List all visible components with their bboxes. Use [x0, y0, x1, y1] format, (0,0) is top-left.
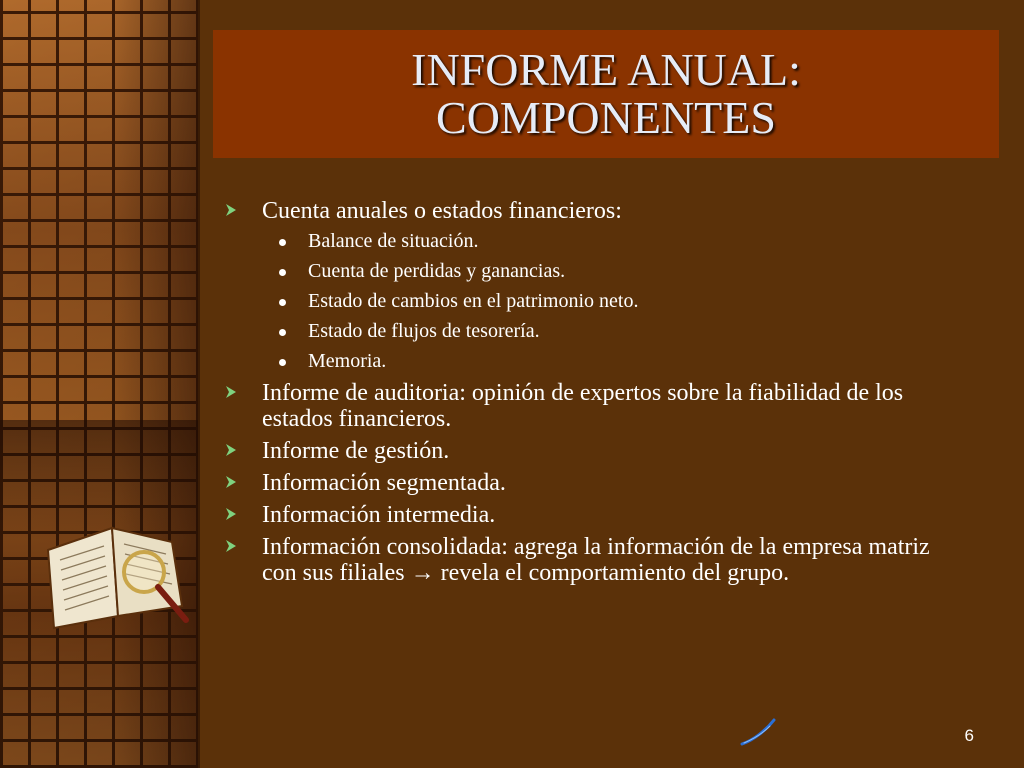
- dot-bullet-icon: [279, 269, 286, 276]
- list-item: [222, 534, 962, 586]
- bullet-list: [222, 198, 962, 592]
- chevron-arrow-bullet-icon: [222, 382, 242, 402]
- blue-swoosh-icon: [740, 718, 776, 746]
- sub-list-item: [222, 320, 962, 342]
- sub-list-item-text: Balance de situación.: [308, 230, 479, 252]
- list-item-text: Información consolidada: agrega la información de la empresa matriz con sus filiales → revela el comportamiento del grupo.: [262, 534, 930, 586]
- list-item: [222, 198, 962, 224]
- sub-list-item-text: Estado de flujos de tesorería.: [308, 320, 540, 342]
- list-item: [222, 502, 962, 528]
- chevron-arrow-bullet-icon: [222, 472, 242, 492]
- sub-list-item: [222, 350, 962, 372]
- list-item-text: Cuenta anuales o estados financieros:: [262, 198, 622, 224]
- chevron-arrow-bullet-icon: [222, 200, 242, 220]
- list-item-text: Información intermedia.: [262, 502, 496, 528]
- open-book-magnifier-icon: [40, 520, 190, 630]
- sub-list-item: [222, 260, 962, 282]
- list-item-text: Información segmentada.: [262, 470, 506, 496]
- sub-list-item-text: Memoria.: [308, 350, 387, 372]
- dot-bullet-icon: [279, 299, 286, 306]
- sub-list: [222, 230, 962, 372]
- list-item-text: Informe de auditoria: opinión de expertos sobre la fiabilidad de los estados financieros.: [262, 380, 904, 432]
- list-item: [222, 438, 962, 464]
- list-item: [222, 470, 962, 496]
- chevron-arrow-bullet-icon: [222, 440, 242, 460]
- sub-list-item-text: Cuenta de perdidas y ganancias.: [308, 260, 566, 282]
- dot-bullet-icon: [279, 239, 286, 246]
- page-number: 6: [964, 726, 974, 745]
- sub-list-item: [222, 230, 962, 252]
- list-item: [222, 380, 962, 432]
- sub-list-item: [222, 290, 962, 312]
- card-catalog-photo: [0, 0, 198, 768]
- list-item-text: Informe de gestión.: [262, 438, 450, 464]
- title-box: [213, 30, 999, 158]
- slide-title: INFORME ANUAL: COMPONENTES: [411, 44, 801, 143]
- chevron-arrow-bullet-icon: [222, 504, 242, 524]
- dot-bullet-icon: [279, 329, 286, 336]
- dot-bullet-icon: [279, 359, 286, 366]
- chevron-arrow-bullet-icon: [222, 536, 242, 556]
- sub-list-item-text: Estado de cambios en el patrimonio neto.: [308, 290, 639, 312]
